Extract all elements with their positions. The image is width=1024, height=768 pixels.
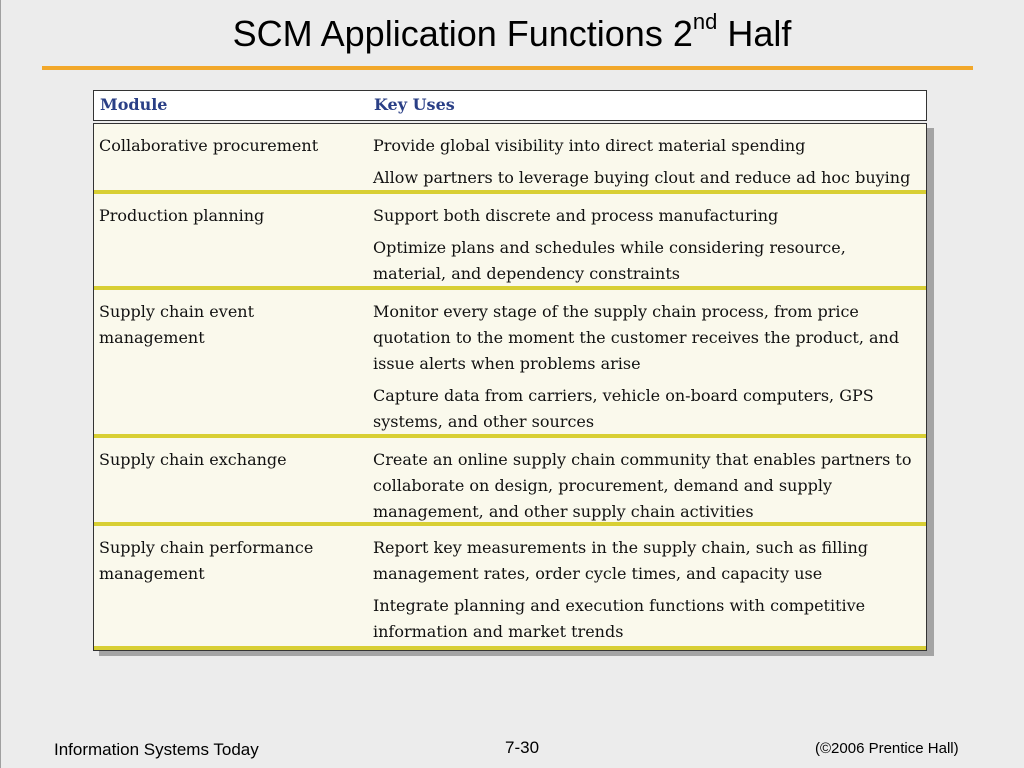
- row-module: Production planning: [99, 206, 265, 225]
- footer-course-title: Information Systems Today: [54, 740, 259, 759]
- slide-left-edge: [0, 0, 1, 768]
- header-key-uses: Key Uses: [374, 95, 455, 114]
- table-row: [94, 290, 926, 438]
- row-module: Collaborative procurement: [99, 136, 319, 155]
- key-use-item: Report key measurements in the supply chain, such as filling management rates, order cycle times, and capacity use: [373, 538, 869, 583]
- key-use-item: Support both discrete and process manufacturing: [373, 206, 779, 225]
- row-module: Supply chain exchange: [99, 450, 287, 469]
- title-superscript: nd: [692, 9, 718, 34]
- table-row: [94, 438, 926, 526]
- key-use-item: Allow partners to leverage buying clout and reduce ad hoc buying: [373, 168, 911, 187]
- row-module: Supply chain performance management: [99, 538, 314, 583]
- footer-copyright: (©2006 Prentice Hall): [815, 740, 959, 757]
- table-row: [94, 124, 926, 194]
- title-end: Half: [717, 13, 792, 54]
- title-main: SCM Application Functions 2: [232, 13, 693, 54]
- table-row: [94, 526, 926, 650]
- title-underline: [42, 66, 973, 70]
- row-key-uses: [373, 133, 923, 197]
- footer-slide-number: 7-30: [505, 738, 540, 757]
- key-use-item: Monitor every stage of the supply chain process, from price quotation to the moment the customer receives the product, and issue alerts when problems arise: [373, 302, 900, 373]
- key-use-item: Capture data from carriers, vehicle on-board computers, GPS systems, and other sources: [373, 386, 874, 431]
- table-header: [93, 90, 927, 121]
- row-module: Supply chain event management: [99, 302, 255, 347]
- table-body: [93, 123, 927, 651]
- key-use-item: Create an online supply chain community that enables partners to collaborate on design, procurement, demand and supply management, and other supply chain activities: [373, 450, 912, 521]
- row-key-uses: [373, 299, 923, 441]
- row-key-uses: [373, 447, 923, 531]
- key-use-item: Provide global visibility into direct material spending: [373, 136, 806, 155]
- key-use-item: Optimize plans and schedules while considering resource, material, and dependency constraints: [373, 238, 846, 283]
- table-row: [94, 194, 926, 290]
- row-key-uses: [373, 535, 923, 651]
- key-use-item: Integrate planning and execution functions with competitive information and market trends: [373, 596, 866, 641]
- slide-title: [0, 9, 1024, 56]
- row-key-uses: [373, 203, 923, 293]
- header-module: Module: [100, 95, 168, 114]
